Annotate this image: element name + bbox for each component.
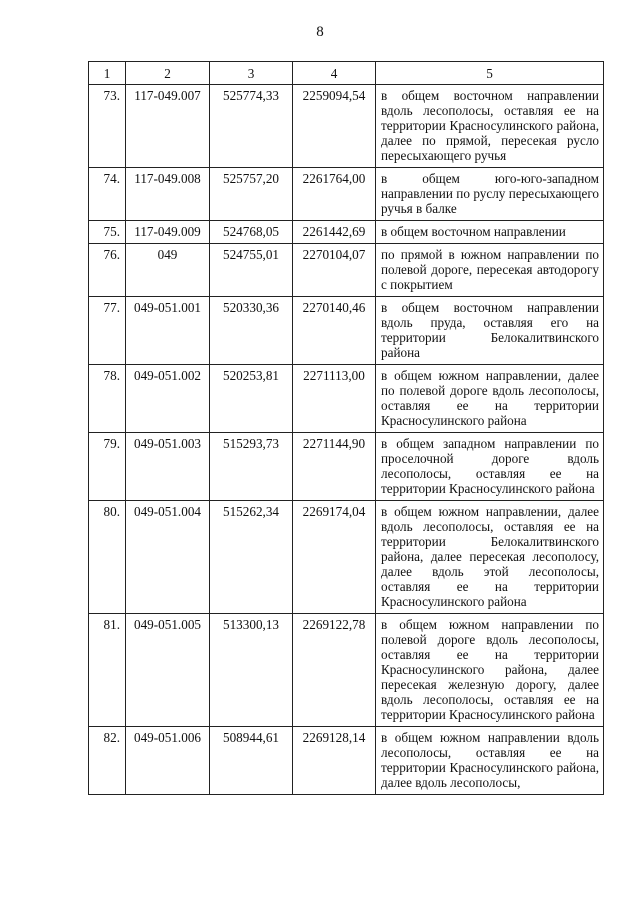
coord-x: 520330,36 bbox=[210, 297, 293, 365]
coord-y: 2271113,00 bbox=[293, 365, 376, 433]
coord-x: 513300,13 bbox=[210, 614, 293, 727]
point-code: 049-051.002 bbox=[126, 365, 210, 433]
row-number: 77. bbox=[89, 297, 126, 365]
row-number: 73. bbox=[89, 85, 126, 168]
point-code: 049-051.006 bbox=[126, 727, 210, 795]
header-col-2: 2 bbox=[126, 62, 210, 85]
header-col-3: 3 bbox=[210, 62, 293, 85]
coord-x: 525757,20 bbox=[210, 168, 293, 221]
row-number: 79. bbox=[89, 433, 126, 501]
coord-y: 2261442,69 bbox=[293, 221, 376, 244]
row-number: 80. bbox=[89, 501, 126, 614]
boundary-description: в общем юго-юго-западном направлении по руслу пересыхающего ручья в балке bbox=[376, 168, 604, 221]
coord-y: 2271144,90 bbox=[293, 433, 376, 501]
coord-x: 508944,61 bbox=[210, 727, 293, 795]
boundary-description: в общем южном направлении, далее вдоль лесополосы, оставляя ее на территории Белокалитвинского района, далее пересекая лесополосу, далее вдоль этой лесополосы, оставляя ее на территории Красносулинского района bbox=[376, 501, 604, 614]
coord-x: 515262,34 bbox=[210, 501, 293, 614]
table-body bbox=[89, 85, 604, 795]
point-code: 117-049.007 bbox=[126, 85, 210, 168]
point-code: 117-049.008 bbox=[126, 168, 210, 221]
boundary-description: в общем восточном направлении вдоль лесополосы, оставляя ее на территории Красносулинского района, далее по прямой, пересекая русло пересыхающего ручья bbox=[376, 85, 604, 168]
point-code: 049-051.004 bbox=[126, 501, 210, 614]
point-code: 049 bbox=[126, 244, 210, 297]
table-row bbox=[89, 244, 604, 297]
boundary-description: в общем восточном направлении bbox=[376, 221, 604, 244]
header-col-1: 1 bbox=[89, 62, 126, 85]
table-row bbox=[89, 297, 604, 365]
coord-y: 2259094,54 bbox=[293, 85, 376, 168]
table-row bbox=[89, 727, 604, 795]
header-col-4: 4 bbox=[293, 62, 376, 85]
table-row bbox=[89, 614, 604, 727]
coord-x: 524768,05 bbox=[210, 221, 293, 244]
row-number: 81. bbox=[89, 614, 126, 727]
table-row bbox=[89, 221, 604, 244]
table-row bbox=[89, 433, 604, 501]
boundary-description: в общем южном направлении по полевой дороге вдоль лесополосы, оставляя ее на территории Красносулинского района, далее пересекая железную дорогу, далее вдоль лесополосы, оставляя ее на территории Красносулинского района bbox=[376, 614, 604, 727]
coord-y: 2270104,07 bbox=[293, 244, 376, 297]
boundary-description: по прямой в южном направлении по полевой дороге, пересекая автодорогу с покрытием bbox=[376, 244, 604, 297]
table-row bbox=[89, 168, 604, 221]
coord-x: 524755,01 bbox=[210, 244, 293, 297]
point-code: 049-051.003 bbox=[126, 433, 210, 501]
table-row bbox=[89, 85, 604, 168]
coord-y: 2269174,04 bbox=[293, 501, 376, 614]
row-number: 78. bbox=[89, 365, 126, 433]
page-number: 8 bbox=[316, 24, 324, 40]
boundary-description: в общем западном направлении по проселочной дороге вдоль лесополосы, оставляя ее на территории Красносулинского района bbox=[376, 433, 604, 501]
table-header-row bbox=[89, 62, 604, 85]
header-col-5: 5 bbox=[376, 62, 604, 85]
coord-y: 2269122,78 bbox=[293, 614, 376, 727]
coord-x: 520253,81 bbox=[210, 365, 293, 433]
boundary-description: в общем южном направлении, далее по полевой дороге вдоль лесополосы, оставляя ее на территории Красносулинского района bbox=[376, 365, 604, 433]
point-code: 049-051.001 bbox=[126, 297, 210, 365]
point-code: 049-051.005 bbox=[126, 614, 210, 727]
coord-x: 515293,73 bbox=[210, 433, 293, 501]
point-code: 117-049.009 bbox=[126, 221, 210, 244]
boundary-table bbox=[88, 61, 604, 795]
row-number: 74. bbox=[89, 168, 126, 221]
table-row bbox=[89, 365, 604, 433]
row-number: 75. bbox=[89, 221, 126, 244]
table-row bbox=[89, 501, 604, 614]
boundary-description: в общем восточном направлении вдоль пруда, оставляя его на территории Белокалитвинского района bbox=[376, 297, 604, 365]
boundary-description: в общем южном направлении вдоль лесополосы, оставляя ее на территории Красносулинского района, далее вдоль лесополосы, bbox=[376, 727, 604, 795]
coord-y: 2269128,14 bbox=[293, 727, 376, 795]
coord-x: 525774,33 bbox=[210, 85, 293, 168]
row-number: 82. bbox=[89, 727, 126, 795]
coord-y: 2270140,46 bbox=[293, 297, 376, 365]
row-number: 76. bbox=[89, 244, 126, 297]
coord-y: 2261764,00 bbox=[293, 168, 376, 221]
